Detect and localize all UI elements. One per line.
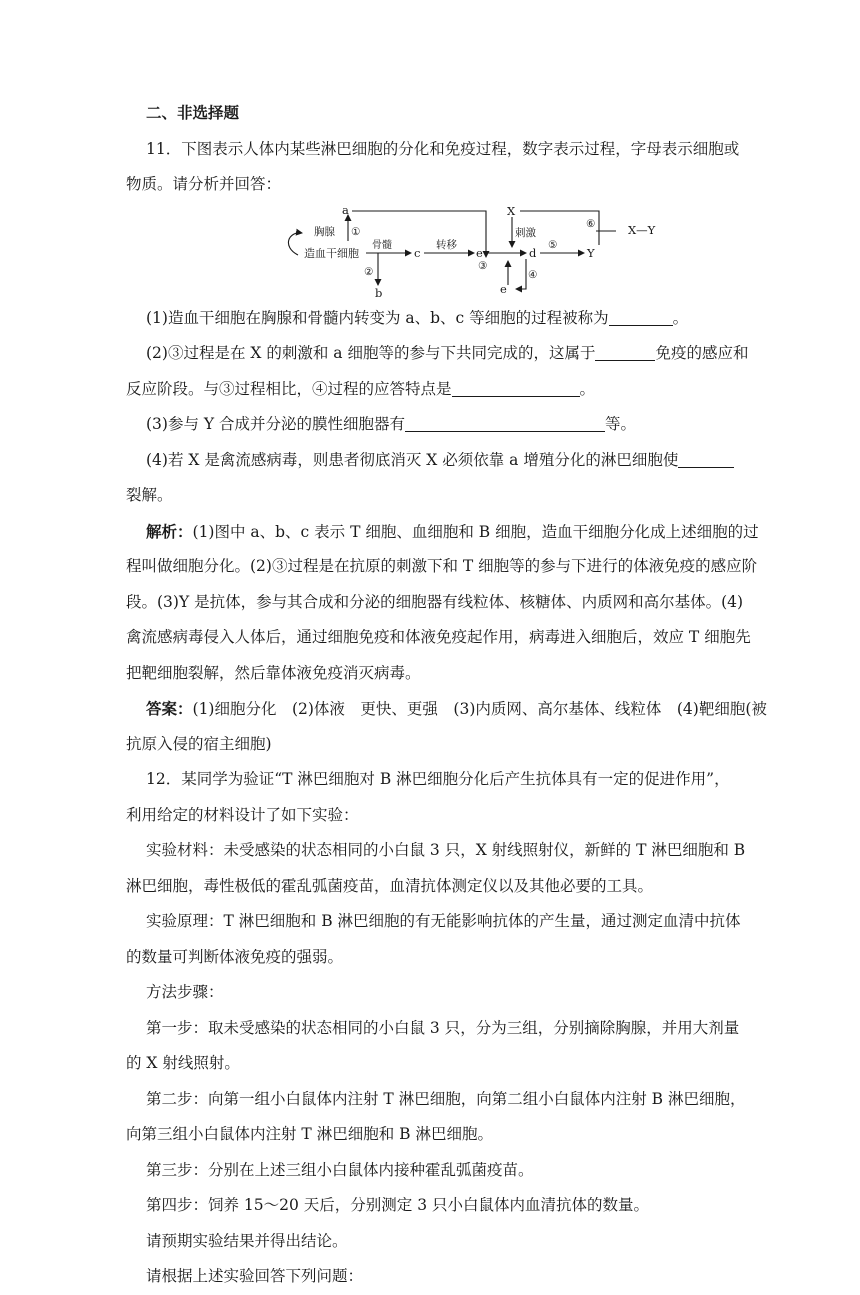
- label-transfer: 转移: [436, 238, 457, 251]
- label-y: Y: [587, 245, 595, 260]
- q12-step2: 第二步：向第一组小白鼠体内注射 T 淋巴细胞，向第二组小白鼠体内注射 B 淋巴细胞，: [146, 1089, 746, 1108]
- q11-answer: [126, 691, 767, 727]
- answer-blank[interactable]: [678, 449, 734, 468]
- analysis-text: (1)图中 a、b、c 表示 T 细胞、血细胞和 B 细胞，造血干细胞分化成上述细胞的过: [192, 522, 759, 541]
- document-content: [126, 96, 767, 1295]
- label-n4: ④: [528, 268, 538, 281]
- q11-stem-cont: 物质。请分析并回答：: [126, 175, 282, 193]
- q11-analysis-2: 程叫做细胞分化。(2)③过程是在抗原的刺激下和 T 细胞等的参与下进行的体液免疫的感应阶: [126, 557, 758, 575]
- label-bone-marrow: 骨髓: [372, 239, 392, 251]
- label-x: X: [507, 203, 516, 218]
- q11-part1: [126, 301, 736, 337]
- q12-stem-cont: 利用给定的材料设计了如下实验：: [126, 805, 359, 824]
- q11-answer-2: 抗原入侵的宿主细胞): [126, 734, 272, 753]
- label-n5: ⑤: [548, 238, 558, 251]
- label-n3: ③: [478, 259, 488, 272]
- q12-principle: 实验原理：T 淋巴细胞和 B 淋巴细胞的有无能影响抗体的产生量，通过测定血清中抗体: [146, 912, 741, 930]
- q11-analysis-5: 把靶细胞裂解，然后靠体液免疫消灭病毒。: [126, 663, 421, 682]
- label-d: d: [529, 245, 537, 260]
- section-title: 二、非选择题: [146, 104, 240, 122]
- q12-principle-cont: 的数量可判断体液免疫的强弱。: [126, 947, 344, 966]
- label-e-low: e: [500, 281, 507, 296]
- q11-part4-cont: 裂解。: [126, 486, 173, 504]
- q12-step1-cont: 的 X 射线照射。: [126, 1054, 240, 1072]
- q11-part3-end: 等。: [605, 415, 637, 433]
- q11-part1-text: (1)造血干细胞在胸腺和骨髓内转变为 a、b、c 等细胞的过程被称为: [146, 308, 609, 327]
- q11-part4: [126, 443, 736, 479]
- q12-stem: 12．某同学为验证“T 淋巴细胞对 B 淋巴细胞分化后产生抗体具有一定的促进作用”，: [146, 770, 730, 788]
- label-c: c: [414, 245, 421, 260]
- q12-step2-cont: 向第三组小白鼠体内注射 T 淋巴细胞和 B 淋巴细胞。: [126, 1125, 493, 1143]
- q11-stem: 11．下图表示人体内某些淋巴细胞的分化和免疫过程，数字表示过程，字母表示细胞或: [146, 139, 740, 158]
- q12-materials-cont: 淋巴细胞，毒性极低的霍乱弧菌疫苗，血清抗体测定仪以及其他必要的工具。: [126, 876, 654, 895]
- label-stem-cell: 造血干细胞: [304, 246, 359, 260]
- q12-predict: 请预期实验结果并得出结论。: [146, 1231, 348, 1250]
- label-stimulate: 刺激: [515, 226, 536, 239]
- arrow-d-to-e: [516, 259, 526, 289]
- label-thymus: 胸腺: [314, 225, 335, 238]
- q11-part2-cont: [126, 372, 736, 408]
- q12-step4: 第四步：饲养 15～20 天后，分别测定 3 只小白鼠体内血清抗体的数量。: [146, 1196, 650, 1214]
- q11-part2-end: 。: [579, 379, 596, 398]
- label-e-mid: e: [476, 245, 483, 260]
- answer-label: 答案：: [146, 699, 193, 718]
- analysis-label: 解析：: [146, 521, 193, 541]
- answer-text: (1)细胞分化 (2)体液 更快、更强 (3)内质网、高尔基体、线粒体 (4)靶细胞(被: [192, 700, 767, 718]
- q11-part2: [126, 336, 749, 372]
- q11-part3-text: (3)参与 Y 合成并分泌的膜性细胞器有: [146, 415, 406, 433]
- diagram-svg: [286, 203, 616, 299]
- label-n2: ②: [364, 265, 374, 278]
- q11-analysis-3: 段。(3)Y 是抗体，参与其合成和分泌的细胞器有线粒体、核糖体、内质网和高尔基体。(4): [126, 592, 744, 611]
- label-a: a: [342, 202, 349, 217]
- q11-analysis: [126, 514, 759, 550]
- answer-blank[interactable]: [405, 413, 605, 432]
- q11-part2-text: (2)③过程是在 X 的刺激和 a 细胞等的参与下共同完成的，这属于: [146, 344, 596, 362]
- label-xy: X—Y: [628, 222, 656, 237]
- q12-answer-prompt: 请根据上述实验回答下列问题：: [146, 1267, 364, 1285]
- q12-step1: 第一步：取未受感染的状态相同的小白鼠 3 只，分为三组，分别摘除胸腺，并用大剂量: [146, 1018, 740, 1037]
- q11-part2-text3: 反应阶段。与③过程相比，④过程的应答特点是: [126, 379, 452, 398]
- q11-part2-text2: 免疫的感应和: [655, 344, 749, 362]
- q11-analysis-4: 禽流感病毒侵入人体后，通过细胞免疫和体液免疫起作用，病毒进入细胞后，效应 T 细胞先: [126, 628, 751, 646]
- answer-blank[interactable]: [609, 307, 673, 326]
- answer-blank[interactable]: [595, 342, 655, 361]
- answer-blank[interactable]: [452, 378, 580, 397]
- self-renew-arrow: [288, 232, 302, 254]
- lymphocyte-diagram: [126, 203, 736, 301]
- q12-step3: 第三步：分别在上述三组小白鼠体内接种霍乱弧菌疫苗。: [146, 1160, 534, 1179]
- label-n6: ⑥: [586, 217, 596, 230]
- q11-part4-text: (4)若 X 是禽流感病毒，则患者彻底消灭 X 必须依靠 a 增殖分化的淋巴细胞使: [146, 450, 679, 469]
- label-n1: ①: [351, 225, 361, 238]
- label-b: b: [375, 285, 383, 299]
- q11-part1-end: 。: [672, 308, 689, 327]
- q11-part3: [126, 407, 736, 443]
- q12-materials: 实验材料：未受感染的状态相同的小白鼠 3 只，X 射线照射仪，新鲜的 T 淋巴细胞和 B: [146, 841, 746, 859]
- q12-method-label: 方法步骤：: [146, 983, 224, 1001]
